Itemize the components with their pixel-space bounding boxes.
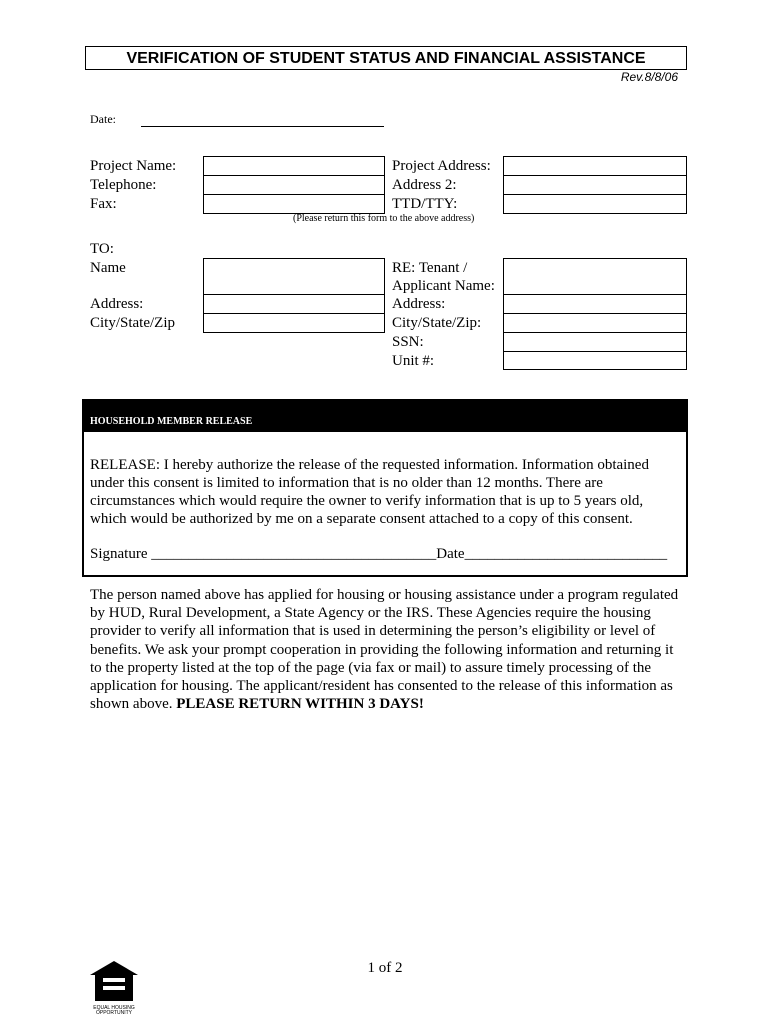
date-line-field[interactable] (141, 125, 384, 127)
ttd-label: TTD/TTY: (392, 196, 458, 212)
to-label: TO: (90, 241, 114, 257)
telephone-label: Telephone: (90, 177, 157, 193)
re-address-label: Address: (392, 296, 446, 312)
to-name-label: Name (90, 260, 126, 276)
ssn-field[interactable] (503, 332, 687, 352)
unit-field[interactable] (503, 351, 687, 370)
applicant-address-field[interactable] (503, 294, 687, 314)
applicant-name-field[interactable] (503, 258, 687, 295)
to-city-label: City/State/Zip (90, 315, 175, 331)
fax-field[interactable] (203, 194, 385, 214)
revision-label: Rev.8/8/06 (620, 70, 678, 84)
release-text: RELEASE: I hereby authorize the release of the requested information. Information obtained under this consent is limited to information that is no older than 12 months. There are circumstances which would require the owner to verify information that is up to 5 years old, which would be authorized by me on a separate consent attached to a copy of this consent. (90, 457, 649, 527)
applicant-city-field[interactable] (503, 313, 687, 333)
project-address-field[interactable] (503, 156, 687, 176)
equal-housing-logo (90, 961, 138, 1016)
return-note: (Please return this form to the above address) (293, 213, 475, 224)
ttd-field[interactable] (503, 194, 687, 214)
unit-label: Unit #: (392, 353, 435, 369)
project-name-field[interactable] (203, 156, 385, 176)
re-tenant-label: RE: Tenant / (392, 260, 468, 276)
re-city-label: City/State/Zip: (392, 315, 482, 331)
fax-label: Fax: (90, 196, 117, 212)
body-text: The person named above has applied for housing or housing assistance under a program regulated by HUD, Rural Development, a State Agency or the IRS. These Agencies require the housing provider to verify all information that is used in determining the person’s eligibility or level of benefits. We ask your prompt cooperation in providing the following information and returning it to the property listed at the top of the page (via fax or mail) to assure timely processing of the application for housing. The applicant/resident has consented to the release of this information as shown above. (90, 587, 679, 713)
address2-label: Address 2: (392, 177, 457, 193)
address2-field[interactable] (503, 175, 687, 195)
page-number: 1 of 2 (367, 960, 403, 976)
signature-label: Signature (90, 546, 148, 562)
re-applicant-label: Applicant Name: (392, 278, 495, 294)
signature-date-label: Date (436, 546, 465, 562)
logo-text-line2: OPPORTUNITY (95, 1010, 133, 1016)
page-title: VERIFICATION OF STUDENT STATUS AND FINANCIAL ASSISTANCE (85, 46, 687, 70)
to-city-field[interactable] (203, 313, 385, 333)
body-paragraph (90, 586, 680, 713)
signature-line[interactable]: ______________________________________ (151, 546, 437, 562)
date-label: Date: (90, 112, 116, 126)
project-name-label: Project Name: (90, 158, 177, 174)
return-emphasis: PLEASE RETURN WITHIN 3 DAYS! (176, 696, 424, 713)
to-address-field[interactable] (203, 294, 385, 314)
ssn-label: SSN: (392, 334, 424, 350)
to-name-field[interactable] (203, 258, 385, 295)
household-release-header (82, 399, 688, 432)
project-address-label: Project Address: (392, 158, 491, 174)
telephone-field[interactable] (203, 175, 385, 195)
household-release-title: HOUSEHOLD MEMBER RELEASE (90, 416, 253, 427)
to-address-label: Address: (90, 296, 144, 312)
logo-text-line1: EQUAL HOUSING (93, 1005, 135, 1011)
signature-row (90, 546, 667, 563)
signature-date-line[interactable]: ___________________________ (464, 546, 668, 562)
house-icon (90, 961, 138, 1001)
